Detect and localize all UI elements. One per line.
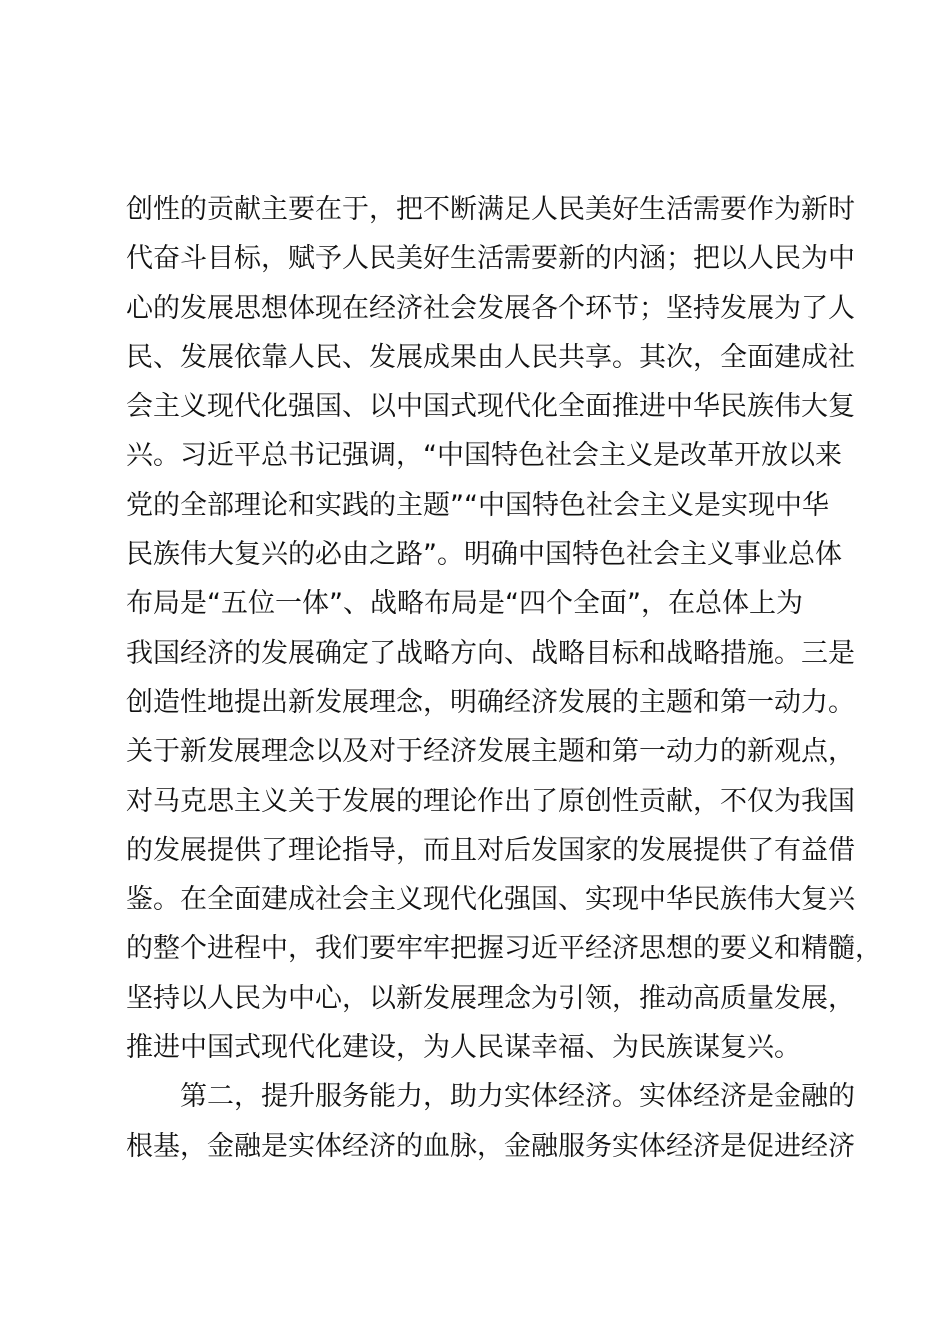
text-line: 民族伟大复兴的必由之路”。明确中国特色社会主义事业总体 <box>126 539 842 571</box>
text-line: 创性的贡献主要在于，把不断满足人民美好生活需要作为新时 <box>126 194 855 225</box>
text-line: 根基，金融是实体经济的血脉，金融服务实体经济是促进经济 <box>126 1130 855 1162</box>
text-line: 我国经济的发展确定了战略方向、战略目标和战略措施。三是 <box>126 637 855 669</box>
text-line: 布局是“五位一体”、战略布局是“四个全面”，在总体上为 <box>126 588 803 620</box>
text-line: 党的全部理论和实践的主题”“中国特色社会主义是实现中华 <box>126 489 829 521</box>
text-line: 坚持以人民为中心，以新发展理念为引领，推动高质量发展， <box>126 982 855 1014</box>
text-line: 鉴。在全面建成社会主义现代化强国、实现中华民族伟大复兴 <box>126 884 855 916</box>
text-line: 会主义现代化强国、以中国式现代化全面推进中华民族伟大复 <box>126 391 855 423</box>
text-line: 对马克思主义关于发展的理论作出了原创性贡献，不仅为我国 <box>126 785 855 817</box>
text-line: 代奋斗目标，赋予人民美好生活需要新的内涵；把以人民为中 <box>126 243 855 275</box>
text-line: 心的发展思想体现在经济社会发展各个环节；坚持发展为了人 <box>126 292 855 324</box>
text-line: 创造性地提出新发展理念，明确经济发展的主题和第一动力。 <box>126 686 855 718</box>
text-line: 关于新发展理念以及对于经济发展主题和第一动力的新观点， <box>126 736 855 768</box>
text-line: 推进中国式现代化建设，为人民谋幸福、为民族谋复兴。 <box>126 1032 801 1064</box>
text-line: 的发展提供了理论指导，而且对后发国家的发展提供了有益借 <box>126 834 855 866</box>
paragraph-start-line: 第二，提升服务能力，助力实体经济。实体经济是金融的 <box>180 1081 855 1113</box>
text-line: 兴。习近平总书记强调，“中国特色社会主义是改革开放以来 <box>126 440 842 472</box>
body-text <box>126 185 882 1171</box>
text-line: 民、发展依靠人民、发展成果由人民共享。其次，全面建成社 <box>126 341 855 373</box>
text-line: 的整个进程中，我们要牢牢把握习近平经济思想的要义和精髓， <box>126 933 882 965</box>
